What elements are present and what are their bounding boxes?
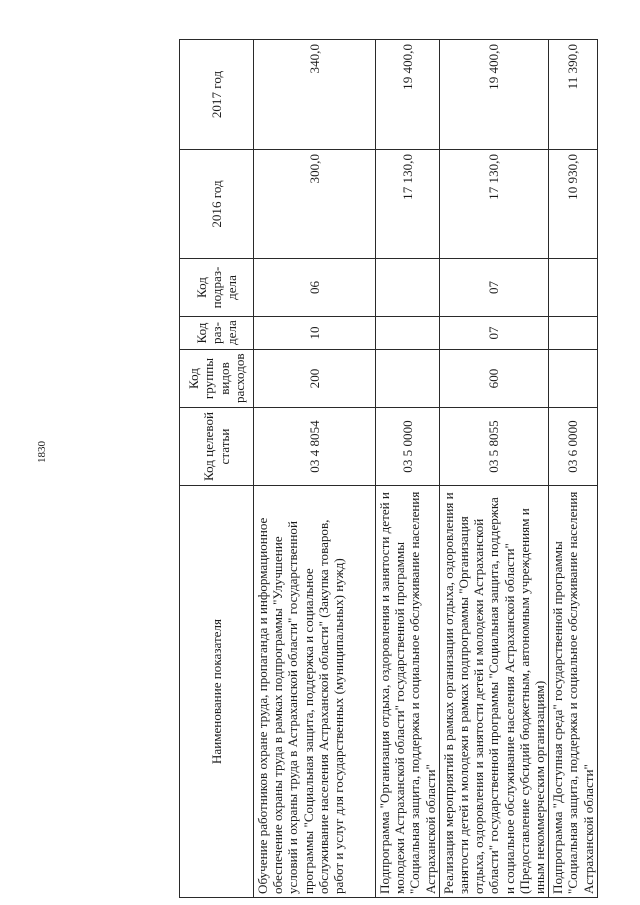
- budget-table-container: [179, 40, 596, 898]
- row-section-code: 10: [254, 317, 376, 350]
- row-subsection-code: [549, 259, 598, 317]
- row-target-code: 03 5 0000: [376, 408, 440, 486]
- header-subsection-code: Код подраз-дела: [180, 259, 254, 317]
- row-subsection-code: 06: [254, 259, 376, 317]
- header-section-code: Код раз-дела: [180, 317, 254, 350]
- row-target-code: 03 5 8055: [439, 408, 548, 486]
- row-name: Подпрограмма "Организация отдыха, оздоровления и занятости детей и молодежи Астраханской области" государственной программы "Социальная защита, поддержка и социальное обслуживание населения Астраханской области": [376, 486, 440, 898]
- header-group-code: Код группы видов расходов: [180, 350, 254, 408]
- row-subsection-code: [376, 259, 440, 317]
- budget-table: [179, 39, 598, 898]
- row-subsection-code: 07: [439, 259, 548, 317]
- row-group-code: [376, 350, 440, 408]
- table-row: [254, 40, 376, 898]
- header-name: Наименование показателя: [180, 486, 254, 898]
- header-target-code: Код целевой статьи: [180, 408, 254, 486]
- row-section-code: 07: [439, 317, 548, 350]
- row-amount-2017: 11 390,0: [549, 40, 598, 150]
- header-year-2016: 2016 год: [180, 150, 254, 259]
- row-name: Подпрограмма "Доступная среда" государственной программы "Социальная защита, поддержка и социальное обслуживание населения Астраханской области": [549, 486, 598, 898]
- row-target-code: 03 6 0000: [549, 408, 598, 486]
- row-name: Обучение работников охране труда, пропаганда и информационное обеспечение охраны труда в рамках подпрограммы "Улучшение условий и охраны труда в Астраханской области" государственной программы "Социальная защита, поддержка и социальное обслуживание населения Астраханской области" (Закупка товаров, работ и услуг для государственных (муниципальных) нужд): [254, 486, 376, 898]
- row-amount-2016: 17 130,0: [376, 150, 440, 259]
- row-section-code: [376, 317, 440, 350]
- table-row: [439, 40, 548, 898]
- row-amount-2017: 19 400,0: [439, 40, 548, 150]
- row-amount-2017: 19 400,0: [376, 40, 440, 150]
- row-group-code: 600: [439, 350, 548, 408]
- page-number: 1830: [36, 441, 48, 463]
- row-amount-2016: 300,0: [254, 150, 376, 259]
- row-group-code: 200: [254, 350, 376, 408]
- row-section-code: [549, 317, 598, 350]
- table-row: [376, 40, 440, 898]
- row-amount-2016: 17 130,0: [439, 150, 548, 259]
- table-row: [549, 40, 598, 898]
- row-group-code: [549, 350, 598, 408]
- row-amount-2017: 340,0: [254, 40, 376, 150]
- row-name: Реализация мероприятий в рамках организации отдыха, оздоровления и занятости детей и молодежи в рамках подпрограммы "Организация отдыха, оздоровления и занятости детей и молодежи Астраханской области" государственной программы "Социальная защита, поддержка и социальное обслуживание населения Астраханской области" (Предоставление субсидий бюджетным, автономным учреждениям и иным некоммерческим организациям): [439, 486, 548, 898]
- row-amount-2016: 10 930,0: [549, 150, 598, 259]
- table-header-row: [180, 40, 254, 898]
- header-year-2017: 2017 год: [180, 40, 254, 150]
- budget-table-rotated: [179, 40, 596, 898]
- row-target-code: 03 4 8054: [254, 408, 376, 486]
